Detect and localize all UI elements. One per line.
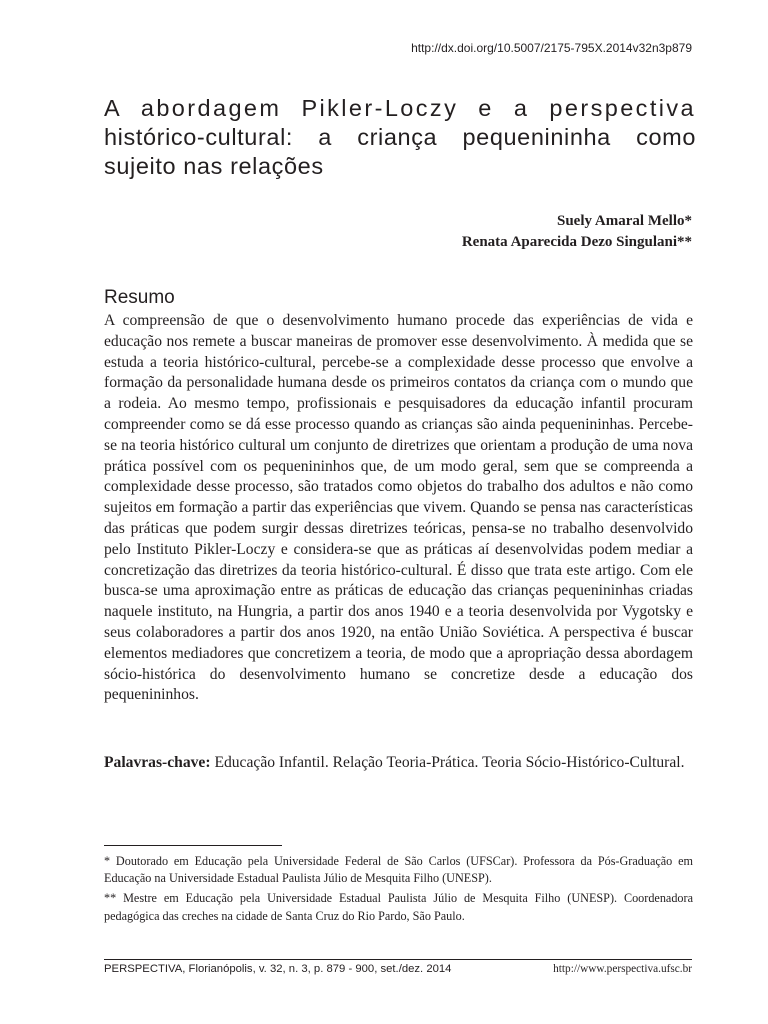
article-title-line1: A abordagem Pikler-Loczy e a perspectiva — [104, 95, 696, 121]
abstract-text: A compreensão de que o desenvolvimento humano procede das experiências de vida e educação nos remete a buscar maneiras de promover esse desenvolvimento. À medida que se estuda a teoria histórico-cultural, percebe-se a complexidade desse processo que envolve a formação da personalidade humana desde os primeiros contatos da criança com o mundo que a rodeia. Ao mesmo tempo, profissionais e pesquisadores da educação infantil procuram compreender como se dá esse processo quando as crianças são ainda pequenininhas. Percebe-se na teoria histórico cultural um conjunto de diretrizes que orientam a produção de uma nova prática possível com os pequenininhos que, de um modo geral, sem que se compreenda a complexidade desse processo, são tratados como objetos do trabalho dos adultos e não como sujeitos em formação a partir das experiências que vivem. Quando se pensa nas características das práticas que podem surgir dessas diretrizes teóricas, pensa-se no trabalho desenvolvido pelo Instituto Pikler-Loczy e considera-se que as práticas aí desenvolvidas podem mediar a concretização das diretrizes da teoria histórico-cultural. É disso que trata este artigo. Com ele busca-se uma aproximação entre as práticas de educação das crianças pequenininhas criadas naquele instituto, na Hungria, a partir dos anos 1940 e a teoria desenvolvida por Vygotsky e seus colaboradores a partir dos anos 1920, na então União Soviética. A perspectiva é buscar elementos mediadores que concretizem a teoria, de modo que a apropriação dessa abordagem sócio-histórica do desenvolvimento humano se concretize desde a educação dos pequenininhos. — [104, 312, 693, 704]
article-title-rest: histórico-cultural: a criança pequenininha como sujeito nas relações — [104, 124, 696, 179]
footer-url[interactable]: http://www.perspectiva.ufsc.br — [553, 963, 692, 975]
footnote-1: * Doutorado em Educação pela Universidade Federal de São Carlos (UFSCar). Professora da Pós-Graduação em Educação na Universidade Estadual Paulista Júlio de Mesquita Filho (UNESP). — [104, 854, 693, 886]
footer-divider — [104, 959, 692, 960]
keywords-label: Palavras-chave: — [104, 754, 211, 771]
doi-link[interactable]: http://dx.doi.org/10.5007/2175-795X.2014v32n3p879 — [411, 41, 692, 55]
author-name: Suely Amaral Mello* — [557, 213, 692, 229]
author-name: Renata Aparecida Dezo Singulani** — [461, 234, 692, 250]
footnotes — [104, 853, 693, 925]
footer-citation: PERSPECTIVA, Florianópolis, v. 32, n. 3, p. 879 - 900, set./dez. 2014 — [104, 963, 452, 975]
author-list — [462, 211, 692, 253]
keywords-text: Educação Infantil. Relação Teoria-Prática. Teoria Sócio-Histórico-Cultural. — [214, 754, 685, 771]
article-title — [104, 94, 696, 181]
keywords — [104, 753, 693, 774]
footnote-divider — [104, 845, 282, 846]
abstract-heading: Resumo — [104, 287, 175, 308]
footnote-2: ** Mestre em Educação pela Universidade Estadual Paulista Júlio de Mesquita Filho (UNESP). Coordenadora pedagógica das creches na cidade de Santa Cruz do Rio Pardo, São Paulo. — [104, 891, 693, 923]
